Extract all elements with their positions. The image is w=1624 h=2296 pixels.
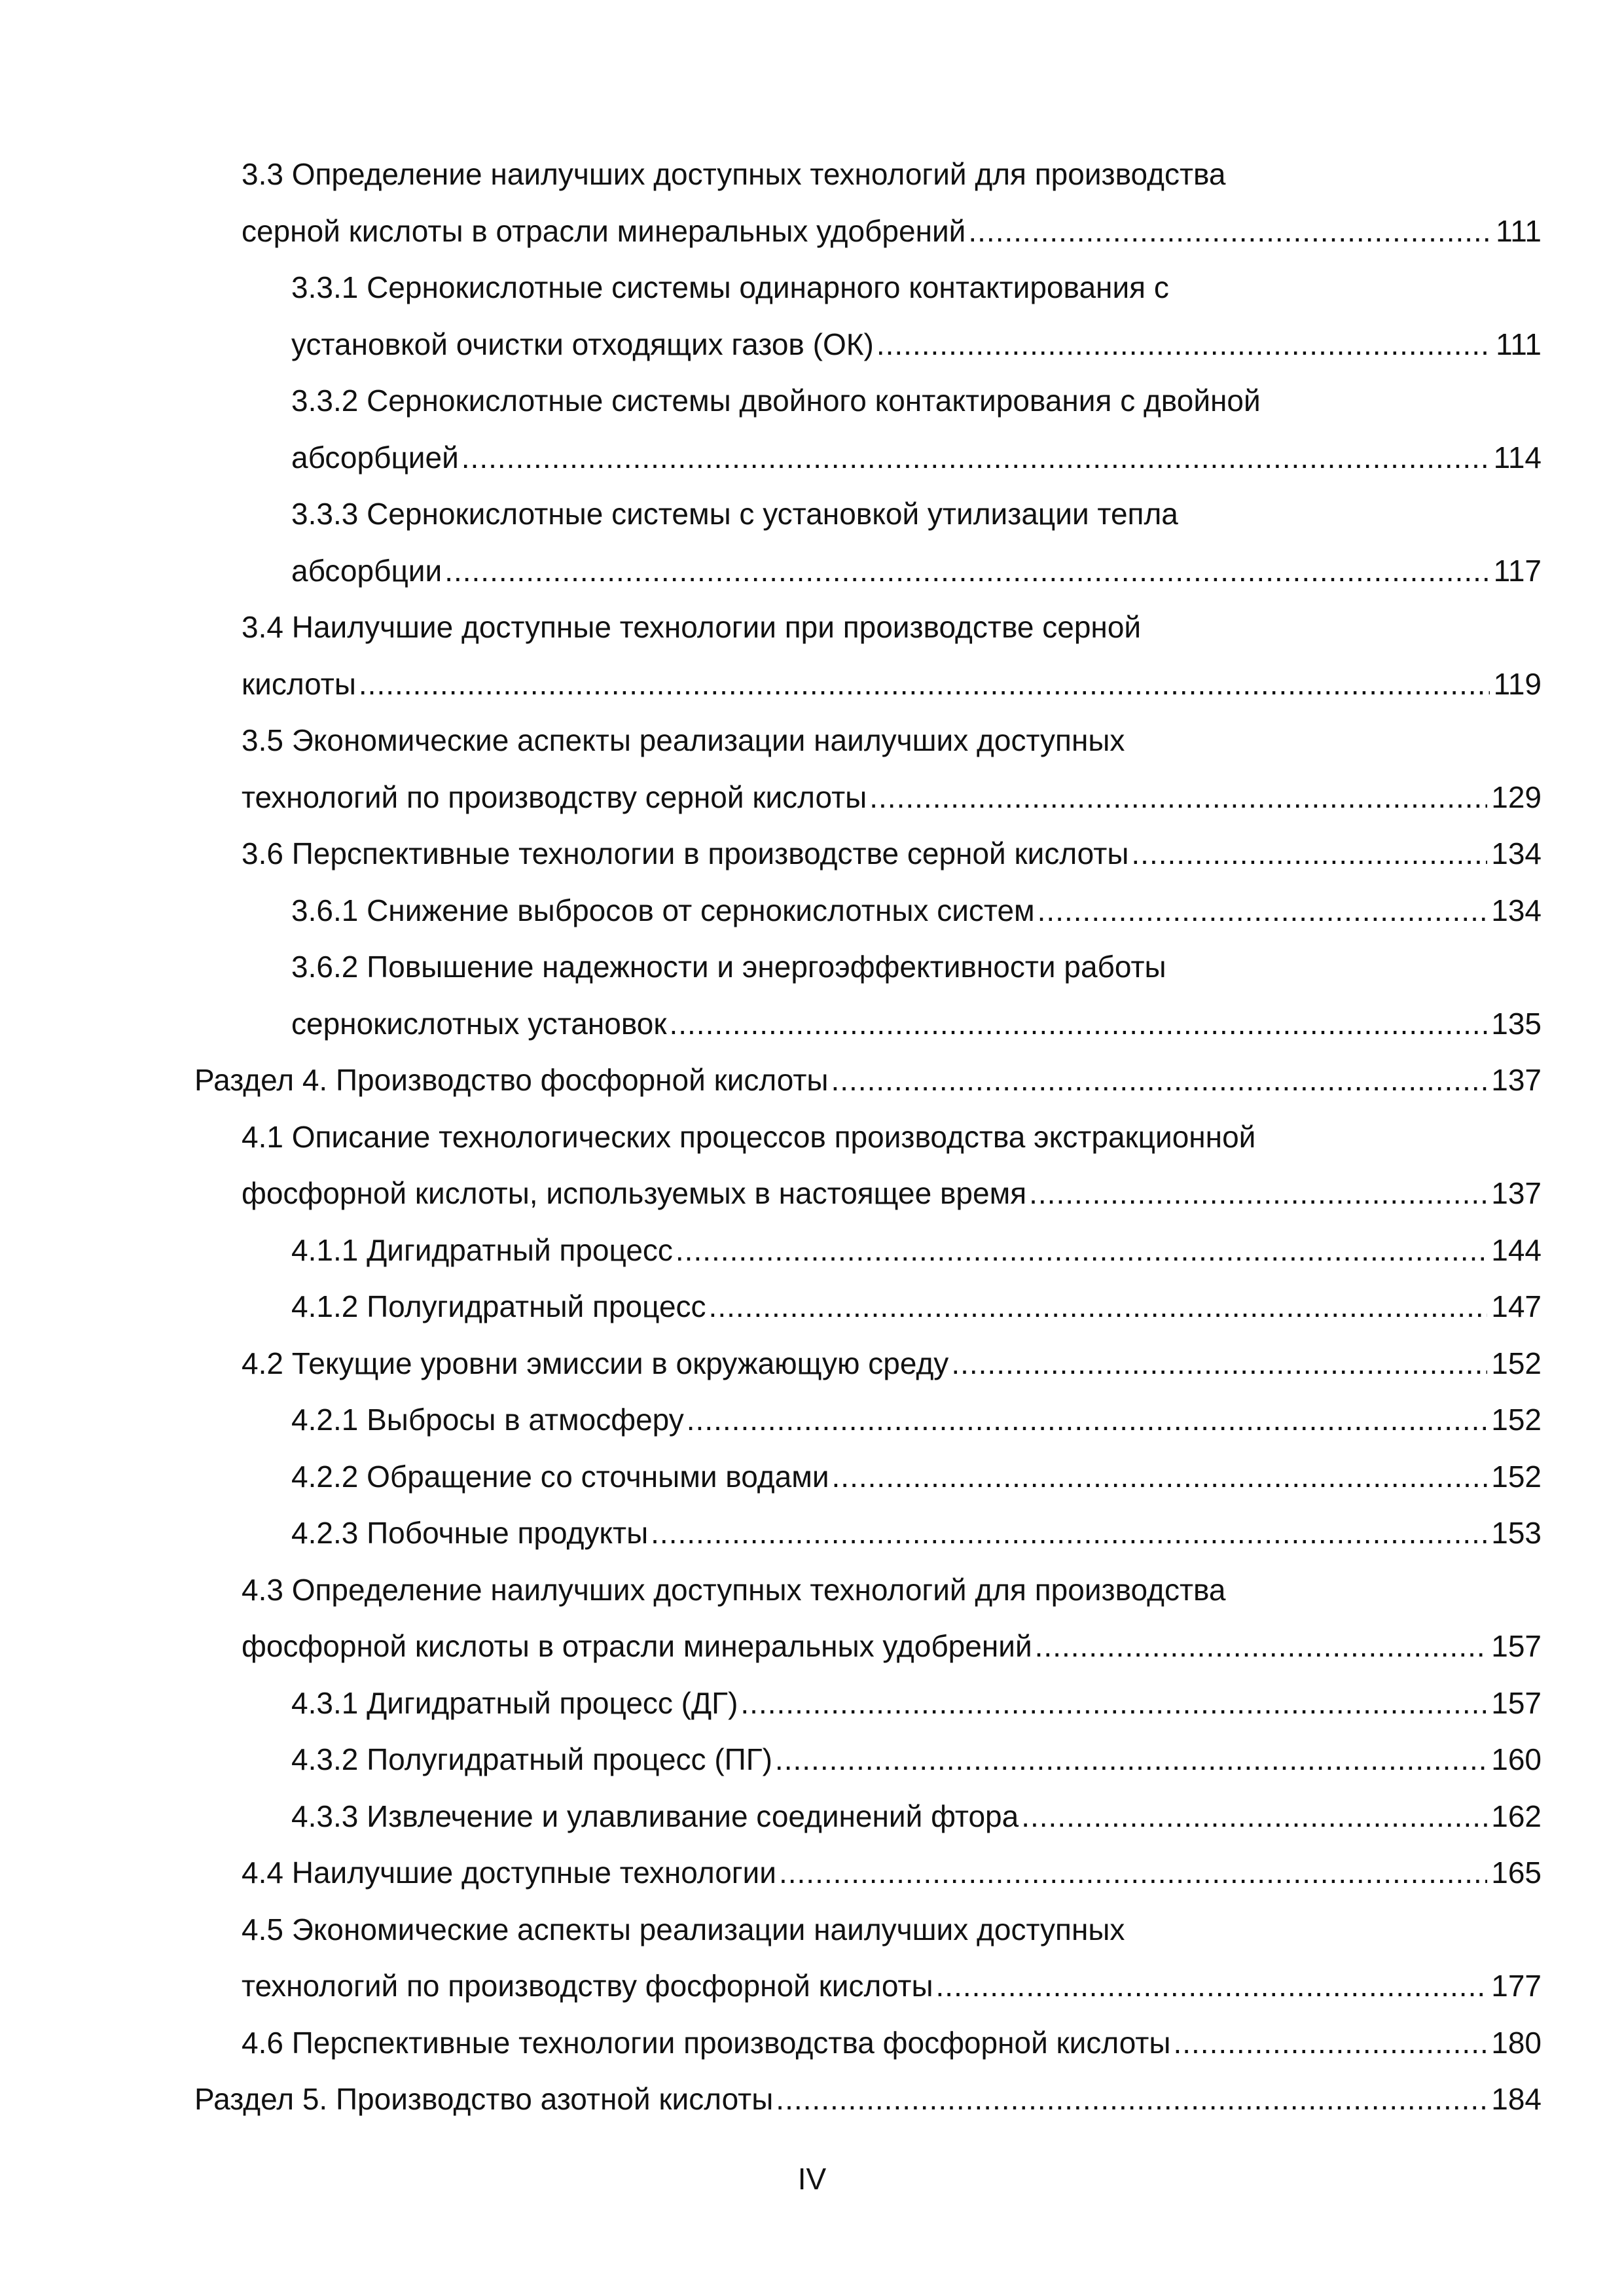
toc-entry-title: 4.2.3 Побочные продукты [291,1516,649,1550]
toc-entry-title: фосфорной кислоты, используемых в настоящее время [242,1176,1027,1210]
toc-entry-leader-line [291,882,1542,939]
toc-page-number: 134 [1491,893,1542,927]
toc-entry[interactable] [194,1731,1542,1788]
toc-page-number: 160 [1491,1742,1542,1776]
toc-entry-title-line: 3.3.1 Сернокислотные системы одинарного контактирования с [291,270,1169,304]
toc-entry[interactable] [194,1052,1542,1109]
toc-entry[interactable] [194,1278,1542,1335]
toc-entry-leader-line [194,2071,1542,2128]
toc-page-number: 114 [1493,440,1542,475]
dot-leader [968,203,1492,260]
toc-entry[interactable] [194,2015,1542,2072]
toc-entry-title: 4.4 Наилучшие доступные технологии [242,1856,776,1890]
toc-entry-title: сернокислотных установок [291,1006,667,1041]
toc-entry-leader-line [242,1844,1542,1901]
toc-entry[interactable] [194,1335,1542,1392]
toc-page-number: 135 [1491,1006,1542,1041]
dot-leader [461,429,1490,486]
toc-entry-title: технологий по производству серной кислоты [242,780,867,814]
dot-leader [676,1222,1487,1279]
toc-page-number: 137 [1491,1176,1542,1210]
dot-leader [936,1958,1488,2015]
dot-leader [669,996,1487,1052]
toc-entry-title: 4.3.1 Дигидратный процесс (ДГ) [291,1685,738,1720]
toc-entry-title-line: 4.5 Экономические аспекты реализации наилучших доступных [242,1912,1125,1946]
toc-entry[interactable] [194,486,1542,599]
toc-entry[interactable] [194,146,1542,259]
toc-entry-title: 4.1.1 Дигидратный процесс [291,1232,673,1267]
toc-entry-title: Раздел 4. Производство фосфорной кислоты [194,1063,829,1097]
dot-leader [1021,1788,1487,1845]
toc-entry-title: 4.1.2 Полугидратный процесс [291,1289,706,1323]
dot-leader [1035,1618,1488,1675]
toc-entry-leader-line [242,656,1542,713]
toc-page-number: 162 [1491,1799,1542,1833]
toc-entry[interactable] [194,1505,1542,1562]
toc-page-number: 180 [1491,2025,1542,2060]
toc-entry-leader-line [291,429,1542,486]
toc-page-number: 129 [1491,780,1542,814]
toc-entry-title: 3.6.1 Снижение выбросов от сернокислотных систем [291,893,1035,927]
dot-leader [651,1505,1487,1562]
toc-entry-leader-line [242,1165,1542,1222]
toc-entry-leader-line [291,1675,1542,1732]
toc-entry-title: технологий по производству фосфорной кислоты [242,1969,933,2003]
page-number: IV [797,2162,827,2196]
toc-entry-leader-line [291,1505,1542,1562]
toc-entry[interactable] [194,1788,1542,1845]
toc-entry-title: фосфорной кислоты в отрасли минеральных удобрений [242,1629,1032,1663]
toc-entry[interactable] [194,882,1542,939]
toc-entry[interactable] [194,1109,1542,1222]
dot-leader [1038,882,1488,939]
dot-leader [1029,1165,1487,1222]
toc-entry-title-line: 4.3 Определение наилучших доступных технологий для производства [242,1572,1226,1607]
toc-page-number: 144 [1491,1232,1542,1267]
dot-leader [832,1448,1488,1505]
dot-leader [1131,825,1487,882]
toc-entry-leader-line [291,1391,1542,1448]
toc-entry-title: 4.2.1 Выбросы в атмосферу [291,1403,684,1437]
toc-entry-leader-line [242,825,1542,882]
toc-entry-title-line: 3.6.2 Повышение надежности и энергоэффективности работы [291,950,1166,984]
toc-page-number: 152 [1491,1346,1542,1380]
toc-entry[interactable] [194,712,1542,825]
toc-entry[interactable] [194,1562,1542,1675]
toc-entry-title: 3.6 Перспективные технологии в производстве серной кислоты [242,836,1129,870]
toc-entry-title: 4.6 Перспективные технологии производства фосфорной кислоты [242,2025,1171,2060]
dot-leader [776,2071,1487,2128]
toc-entry-leader-line [291,316,1542,373]
dot-leader [740,1675,1487,1732]
toc-entry-title-line: 3.4 Наилучшие доступные технологии при производстве серной [242,610,1142,644]
toc-page-number: 165 [1491,1856,1542,1890]
toc-entry-leader-line [242,203,1542,260]
toc-entry-title-line: 3.3.2 Сернокислотные системы двойного контактирования с двойной [291,384,1261,418]
toc-entry-leader-line [291,1222,1542,1279]
toc-page-number: 177 [1491,1969,1542,2003]
toc-entry-leader-line [242,769,1542,826]
toc-page-number: 153 [1491,1516,1542,1550]
toc-entry-leader-line [242,2015,1542,2072]
toc-entry-leader-line [242,1958,1542,2015]
toc-entry-title: 4.2 Текущие уровни эмиссии в окружающую среду [242,1346,949,1380]
dot-leader [869,769,1487,826]
toc-entry[interactable] [194,1675,1542,1732]
toc-entry-title: Раздел 5. Производство азотной кислоты [194,2082,774,2116]
table-of-contents [194,146,1542,2128]
dot-leader [779,1844,1487,1901]
toc-page-number: 111 [1496,327,1542,361]
toc-entry-title: 4.2.2 Обращение со сточными водами [291,1459,829,1494]
toc-entry[interactable] [194,599,1542,712]
toc-entry[interactable] [194,825,1542,882]
toc-page-number: 119 [1493,666,1542,701]
toc-entry-leader-line [291,543,1542,600]
toc-entry-leader-line [291,1278,1542,1335]
toc-page-number: 117 [1493,553,1542,588]
toc-entry[interactable] [194,1901,1542,2015]
toc-entry[interactable] [194,1844,1542,1901]
toc-entry-title-line: 3.5 Экономические аспекты реализации наилучших доступных [242,723,1125,757]
toc-entry-title-line: 3.3.3 Сернокислотные системы с установкой утилизации тепла [291,497,1178,531]
dot-leader [359,656,1490,713]
toc-entry-leader-line [291,1448,1542,1505]
toc-entry-leader-line [242,1618,1542,1675]
dot-leader [687,1391,1487,1448]
toc-entry-leader-line [194,1052,1542,1109]
toc-page-number: 111 [1496,213,1542,248]
dot-leader [1173,2015,1487,2072]
dot-leader [775,1731,1487,1788]
toc-page-number: 152 [1491,1403,1542,1437]
toc-entry-title: 4.3.2 Полугидратный процесс (ПГ) [291,1742,772,1776]
toc-entry[interactable] [194,372,1542,486]
toc-entry-title: установкой очистки отходящих газов (ОК) [291,327,874,361]
dot-leader [444,543,1489,600]
toc-entry-leader-line [291,1731,1542,1788]
dot-leader [951,1335,1487,1392]
toc-entry-title: серной кислоты в отрасли минеральных удобрений [242,213,966,248]
toc-entry-leader-line [291,996,1542,1052]
toc-page-number: 137 [1491,1063,1542,1097]
toc-entry[interactable] [194,1222,1542,1279]
toc-entry[interactable] [194,1448,1542,1505]
toc-entry[interactable] [194,2071,1542,2128]
dot-leader [709,1278,1488,1335]
dot-leader [831,1052,1487,1109]
toc-entry-title: кислоты [242,666,356,701]
toc-page-number: 147 [1491,1289,1542,1323]
toc-entry-title: 4.3.3 Извлечение и улавливание соединений фтора [291,1799,1019,1833]
toc-entry-leader-line [291,1788,1542,1845]
toc-entry-title: абсорбции [291,553,442,588]
toc-page-number: 152 [1491,1459,1542,1494]
toc-entry[interactable] [194,259,1542,372]
toc-page-number: 157 [1491,1685,1542,1720]
toc-page-number: 134 [1491,836,1542,870]
toc-entry[interactable] [194,1391,1542,1448]
toc-page-number: 157 [1491,1629,1542,1663]
dot-leader [876,316,1492,373]
toc-entry-leader-line [242,1335,1542,1392]
toc-entry-title-line: 4.1 Описание технологических процессов производства экстракционной [242,1119,1256,1154]
toc-entry-title-line: 3.3 Определение наилучших доступных технологий для производства [242,157,1226,191]
toc-entry[interactable] [194,939,1542,1052]
toc-entry-title: абсорбцией [291,440,459,475]
toc-page-number: 184 [1491,2082,1542,2116]
